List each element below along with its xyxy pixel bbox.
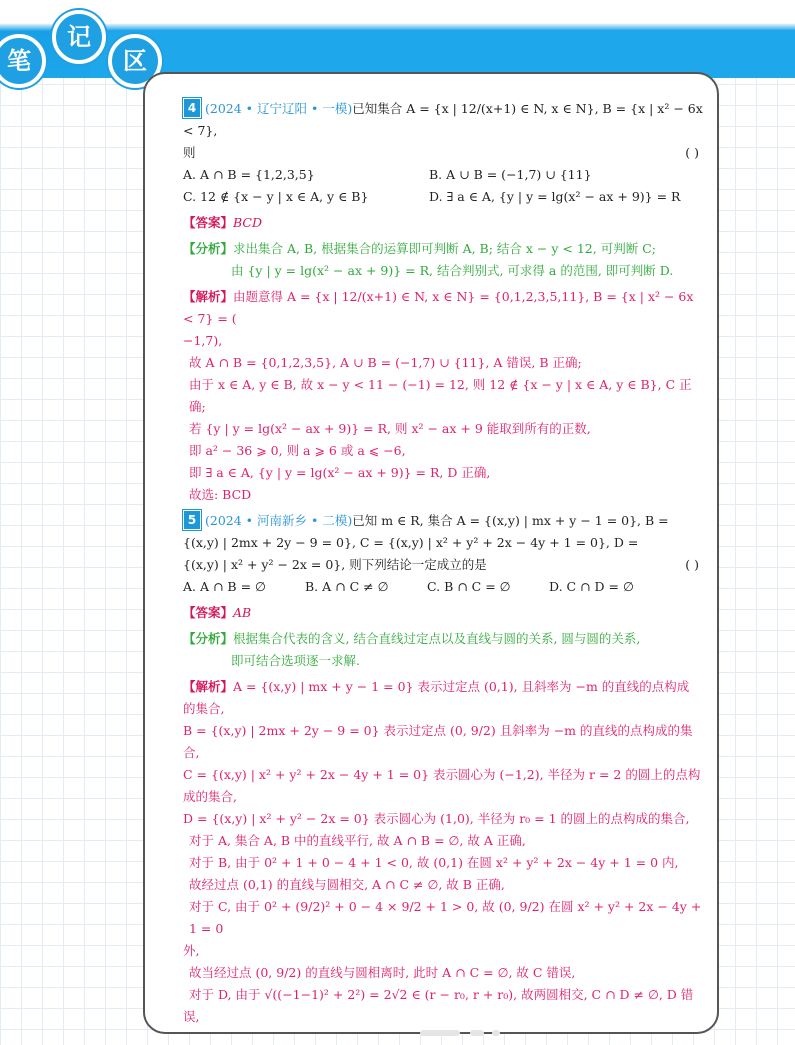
solution-line7: 即 ∃ a ∈ A, {y | y = lg(x² − ax + 9)} = R, D 正确, [189, 465, 491, 480]
solution-line2: 的集合, [183, 701, 225, 716]
answer-label: 【答案】 [183, 605, 234, 620]
question-5-option-d: D. C ∩ D = ∅ [549, 579, 634, 594]
question-5-option-c: C. B ∩ C = ∅ [427, 579, 511, 594]
question-4-answer [183, 212, 703, 234]
solution-line12: 外, [183, 943, 200, 958]
solution-line15: 误, [183, 1009, 200, 1024]
solution-line3: B = {(x,y) | 2mx + 2y − 9 = 0} 表示过定点 (0, 9/2) 且斜率为 −m 的直线的点构成的集 [183, 723, 693, 738]
solution-label: 【解析】 [183, 289, 234, 304]
question-content [183, 98, 703, 1028]
answer-label: 【答案】 [183, 215, 234, 230]
question-4-options-row2 [183, 186, 703, 208]
question-4-stem [183, 98, 703, 142]
answer-value: BCD [233, 215, 263, 230]
solution-line14: 对于 D, 由于 √((−1−1)² + 2²) = 2√2 ∈ (r − r₀, r + r₀), 故两圆相交, C ∩ D ≠ ∅, D 错 [189, 987, 694, 1002]
question-4-option-a: A. A ∩ B = {1,2,3,5} [183, 167, 315, 182]
question-5-source: (2024 • 河南新乡 • 二模) [205, 513, 353, 528]
question-4-source: (2024 • 辽宁辽阳 • 一模) [205, 101, 353, 116]
question-4-analysis [183, 238, 703, 260]
analysis-label: 【分析】 [183, 241, 234, 256]
analysis-line1: 根据集合代表的含义, 结合直线过定点以及直线与圆的关系, 圆与圆的关系, [233, 631, 641, 646]
question-4-stem-row2 [183, 142, 703, 164]
question-4-answer-blank: ( ) [685, 145, 699, 160]
solution-line2: −1,7), [183, 333, 223, 348]
solution-line10: 故经过点 (0,1) 的直线与圆相交, A ∩ C ≠ ∅, 故 B 正确, [189, 877, 505, 892]
solution-line6: 成的集合, [183, 789, 237, 804]
banner-char-qu: 区 [108, 34, 162, 88]
question-5-stem [183, 510, 703, 532]
question-5-answer [183, 602, 703, 624]
footer-decoration [420, 1024, 780, 1044]
question-5-options [183, 576, 703, 598]
question-5-answer-blank: ( ) [685, 557, 699, 572]
question-5-option-b: B. A ∩ C ≠ ∅ [305, 579, 389, 594]
question-4-option-c: C. 12 ∉ {x − y | x ∈ A, y ∈ B} [183, 189, 369, 204]
solution-line5: C = {(x,y) | x² + y² + 2x − 4y + 1 = 0} 表示圆心为 (−1,2), 半径为 r = 2 的圆上的点构 [183, 767, 701, 782]
solution-line8: 故选: BCD [189, 487, 252, 502]
question-number-5: 5 [183, 510, 201, 530]
solution-line9: 对于 B, 由于 0² + 1 + 0 − 4 + 1 < 0, 故 (0,1) 在圆 x² + y² + 2x − 4y + 1 = 0 内, [189, 855, 679, 870]
question-5-option-a: A. A ∩ B = ∅ [183, 579, 266, 594]
solution-line1: 由题意得 A = {x | 12/(x+1) ∈ N, x ∈ N} = {0,1,2,3,5,11}, B = {x | x² − 6x < 7} = ( [183, 289, 694, 326]
solution-label: 【解析】 [183, 679, 234, 694]
solution-line8: 对于 A, 集合 A, B 中的直线平行, 故 A ∩ B = ∅, 故 A 正确, [189, 833, 526, 848]
question-5-stem-line3: {(x,y) | x² + y² − 2x = 0}, 则下列结论一定成立的是 [183, 557, 487, 572]
question-5-stem-line1: 已知 m ∈ R, 集合 A = {(x,y) | mx + y − 1 = 0}, B = [352, 513, 669, 528]
question-5-stem-row3 [183, 554, 703, 576]
question-number-4: 4 [183, 98, 201, 118]
question-4-solution [183, 286, 703, 330]
solution-line5: 若 {y | y = lg(x² − ax + 9)} = R, 则 x² − ax + 9 能取到所有的正数, [189, 421, 591, 436]
banner-char-ji: 记 [52, 10, 106, 64]
solution-line11: 对于 C, 由于 0² + (9/2)² + 0 − 4 × 9/2 + 1 > 0, 故 (0, 9/2) 在圆 x² + y² + 2x − 4y + 1 = 0 [189, 899, 702, 936]
question-4-stem-line2: 则 [183, 145, 196, 160]
analysis-label: 【分析】 [183, 631, 234, 646]
solution-line4: 合, [183, 745, 200, 760]
question-4-stem-line1: 已知集合 A = {x | 12/(x+1) ∈ N, x ∈ N}, B = {x | x² − 6x < 7}, [183, 101, 703, 138]
solution-line13: 故当经过点 (0, 9/2) 的直线与圆相离时, 此时 A ∩ C = ∅, 故 C 错误, [189, 965, 576, 980]
analysis-line2: 由 {y | y = lg(x² − ax + 9)} = R, 结合判别式, 可求得 a 的范围, 即可判断 D. [231, 263, 674, 278]
solution-line7: D = {(x,y) | x² + y² − 2x = 0} 表示圆心为 (1,0), 半径为 r₀ = 1 的圆上的点构成的集合, [183, 811, 690, 826]
banner-char-bi: 笔 [0, 34, 46, 88]
solution-line6: 即 a² − 36 ⩾ 0, 则 a ⩾ 6 或 a ⩽ −6, [189, 443, 406, 458]
solution-line4: 由于 x ∈ A, y ∈ B, 故 x − y < 11 − (−1) = 12, 则 12 ∉ {x − y | x ∈ A, y ∈ B}, C 正确; [189, 377, 692, 414]
analysis-line2: 即可结合选项逐一求解. [231, 653, 360, 668]
question-5-stem-line2: {(x,y) | 2mx + 2y − 9 = 0}, C = {(x,y) | x² + y² + 2x − 4y + 1 = 0}, D = [183, 535, 639, 550]
question-5-solution [183, 676, 703, 698]
question-4-option-d: D. ∃ a ∈ A, {y | y = lg(x² − ax + 9)} = R [429, 189, 681, 204]
answer-value: AB [233, 605, 252, 620]
question-4-option-b: B. A ∪ B = (−1,7) ∪ {11} [429, 167, 592, 182]
question-5-analysis [183, 628, 703, 650]
solution-line1: A = {(x,y) | mx + y − 1 = 0} 表示过定点 (0,1), 且斜率为 −m 的直线的点构成 [233, 679, 690, 694]
analysis-line1: 求出集合 A, B, 根据集合的运算即可判断 A, B; 结合 x − y < 12, 可判断 C; [233, 241, 656, 256]
header-band [90, 30, 795, 78]
question-4-options-row1 [183, 164, 703, 186]
solution-line3: 故 A ∩ B = {0,1,2,3,5}, A ∪ B = (−1,7) ∪ {11}, A 错误, B 正确; [189, 355, 582, 370]
